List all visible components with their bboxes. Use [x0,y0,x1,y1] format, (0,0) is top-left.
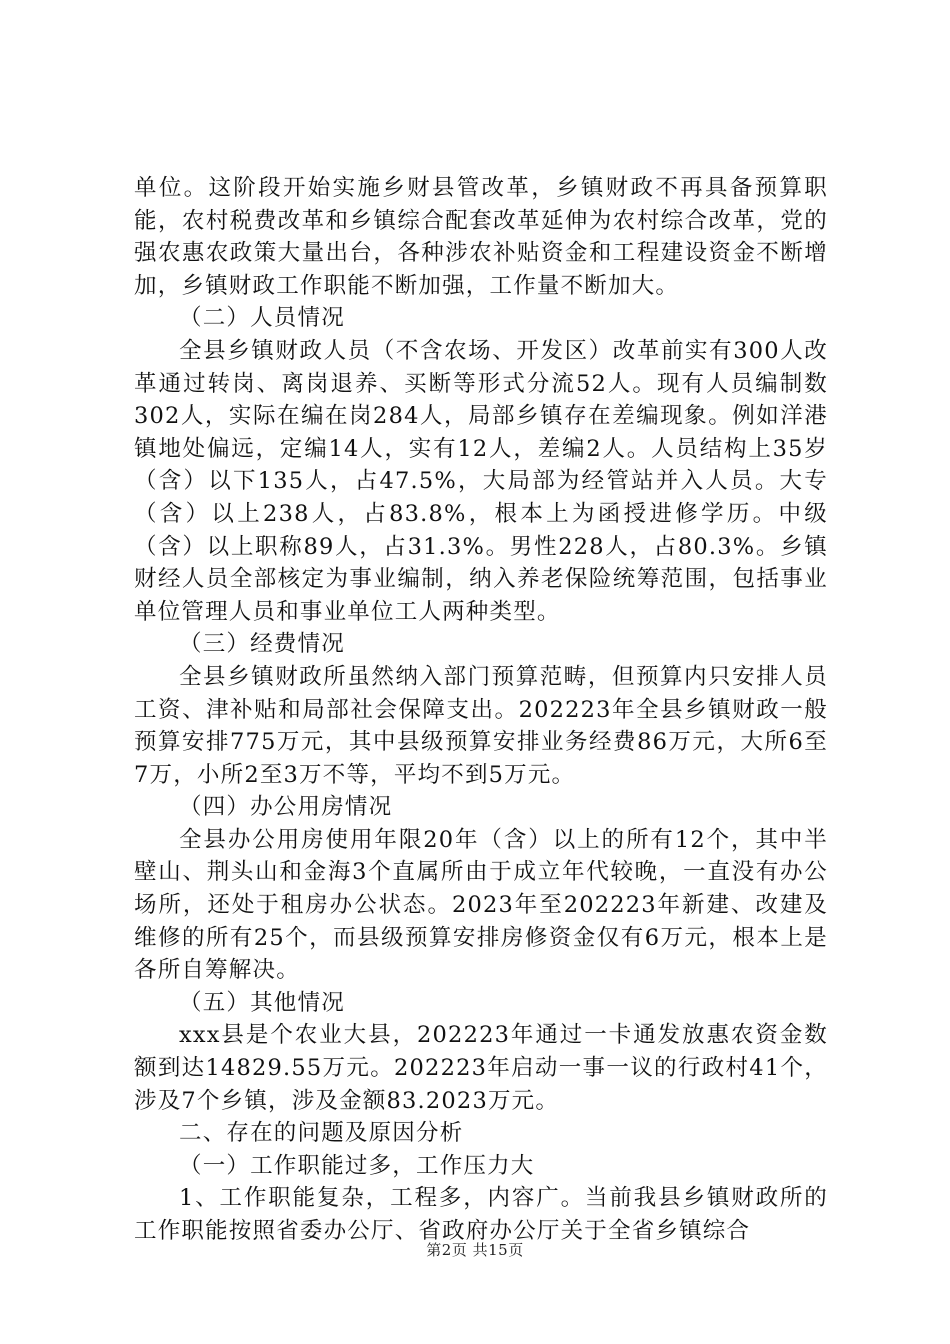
section-heading-funding: （三）经费情况 [179,631,345,658]
paragraph-personnel: 全县乡镇财政人员（不含农场、开发区）改革前实有300人改革通过转岗、离岗退养、买断等形式分流52人。现有人员编制数302人，实际在编在岗284人，局部乡镇存在差编现象。例如洋港镇地处偏远，定编14人，实有12人，差编2人。人员结构上35岁（含）以下135人，占47.5%，大局部为经管站并入人员。大专（含）以上238人，占83.8%，根本上为函授进修学历。中级（含）以上职称89人，占31.3%。男性228人，占80.3%。乡镇财经人员全部核定为事业编制，纳入养老保险统筹范围，包括事业单位管理人员和事业单位工人两种类型。 [134,337,828,625]
section-heading-personnel: （二）人员情况 [179,305,345,332]
paragraph-other: xxx县是个农业大县，202223年通过一卡通发放惠农资金数额到达14829.55万元。202223年启动一事一议的行政村41个，涉及7个乡镇，涉及金额83.2023万元。 [134,1022,828,1114]
page-footer: 第2页 共15页 [426,1241,524,1259]
paragraph-office: 全县办公用房使用年限20年（含）以上的所有12个，其中半壁山、荆头山和金海3个直属所由于成立年代较晚，一直没有办公场所，还处于租房办公状态。2023年至202223年新建、改建及维修的所有25个，而县级预算安排房修资金仅有6万元，根本上是各所自筹解决。 [134,826,828,984]
document-body [134,172,828,1248]
section-heading-office: （四）办公用房情况 [179,794,393,821]
section-heading-problems: 二、存在的问题及原因分析 [179,1120,464,1147]
section-heading-other: （五）其他情况 [179,989,345,1016]
subsection-heading-duties: （一）工作职能过多，工作压力大 [179,1152,535,1179]
paragraph-duties: 1、工作职能复杂，工程多，内容广。当前我县乡镇财政所的工作职能按照省委办公厅、省政府办公厅关于全省乡镇综合 [134,1185,828,1244]
paragraph-funding: 全县乡镇财政所虽然纳入部门预算范畴，但预算内只安排人员工资、津补贴和局部社会保障支出。202223年全县乡镇财政一般预算安排775万元，其中县级预算安排业务经费86万元，大所6至7万，小所2至3万不等，平均不到5万元。 [134,663,828,788]
paragraph-continuation: 单位。这阶段开始实施乡财县管改革，乡镇财政不再具备预算职能，农村税费改革和乡镇综合配套改革延伸为农村综合改革，党的强农惠农政策大量出台，各种涉农补贴资金和工程建设资金不断增加，乡镇财政工作职能不断加强，工作量不断加大。 [134,175,828,299]
